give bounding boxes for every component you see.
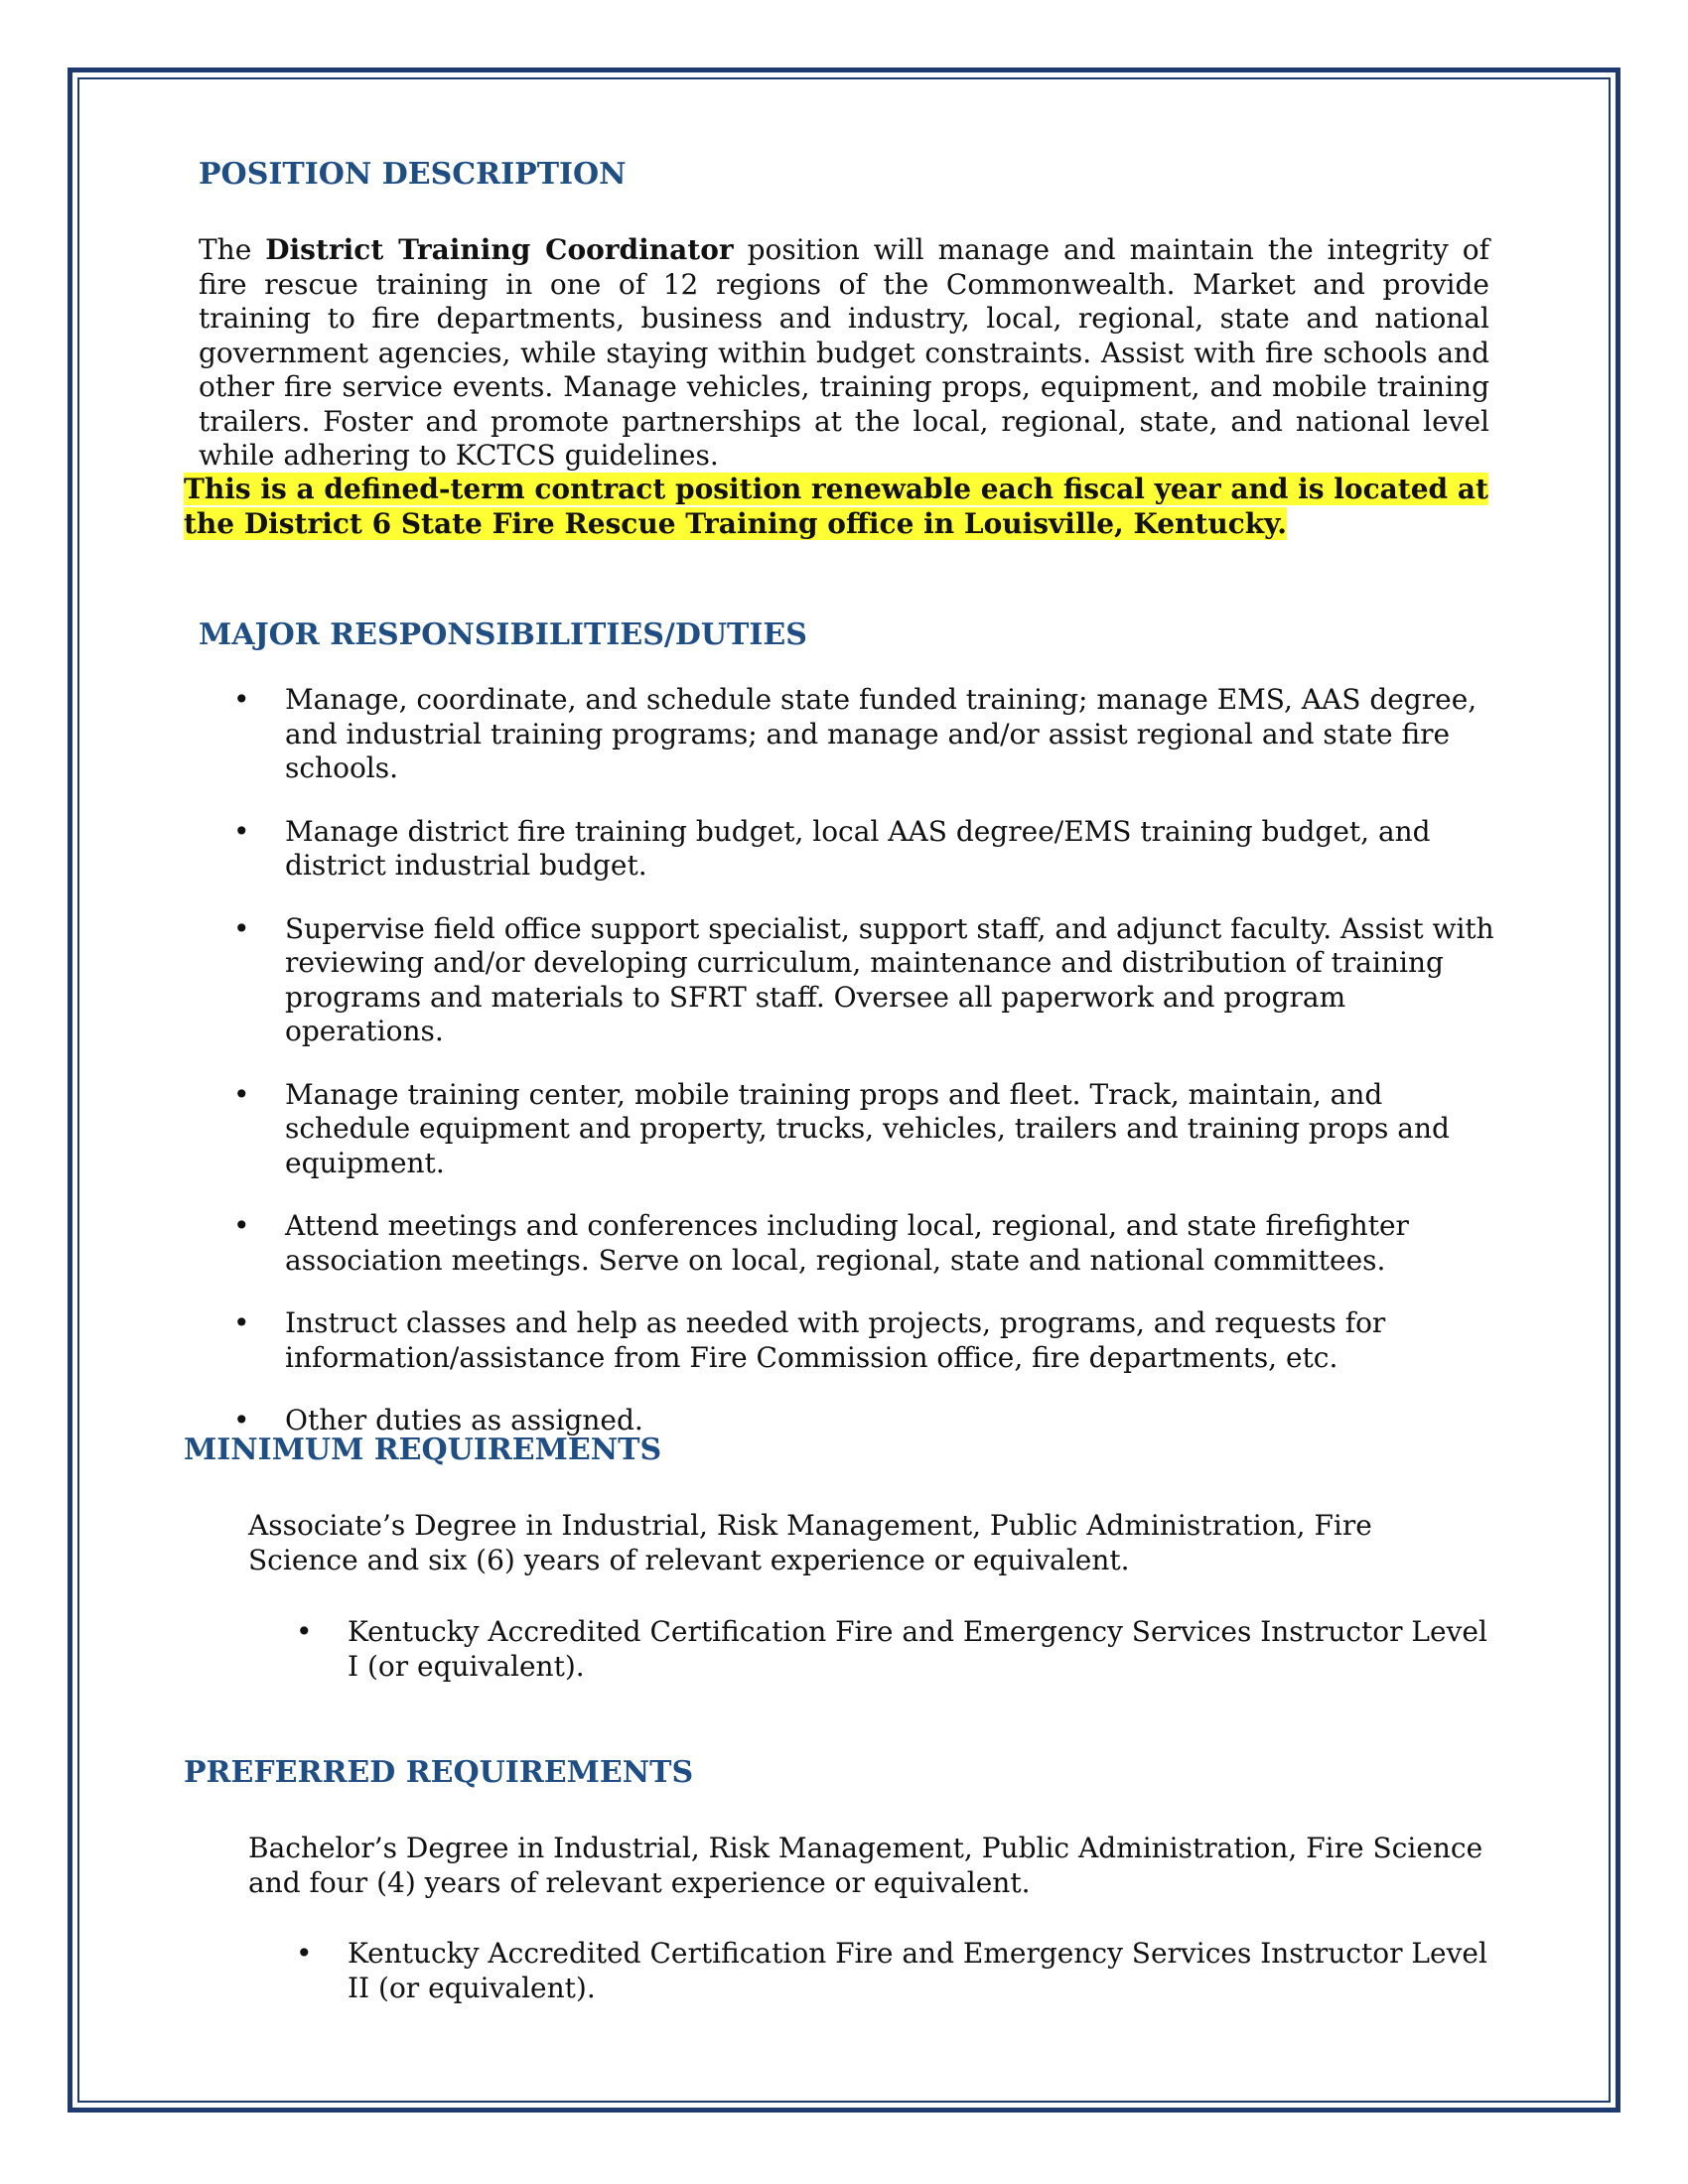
bullet-icon: • [233,1404,250,1436]
position-text-prefix: The [199,233,266,266]
minimum-requirements-list [296,1615,1492,1684]
duty-text: Other duties as assigned. [285,1404,643,1436]
position-description-text [199,233,1489,474]
preferred-requirements-list [296,1937,1492,2005]
duties-list [233,683,1499,1438]
minimum-requirements-text: Associate’s Degree in Industrial, Risk Management, Public Administration, Fire Science and six (6) years of relevant experience or equivalent. [248,1509,1372,1576]
duty-text: Manage training center, mobile training props and fleet. Track, maintain, and schedule equipment and property, trucks, vehicles, trailers and training props and equipment. [285,1077,1450,1179]
list-item [233,1209,1499,1278]
minimum-requirements-heading: MINIMUM REQUIREMENTS [184,1433,662,1467]
duty-text: Instruct classes and help as needed with projects, programs, and requests for information/assistance from Fire Commission office, fire departments, etc. [285,1306,1386,1374]
list-item [296,1615,1492,1684]
list-item [296,1937,1492,2005]
bullet-icon: • [296,1615,313,1648]
duty-text: Supervise field office support specialist, support staff, and adjunct faculty. Assist with reviewing and/or developing curriculum, maintenance and distribution of training programs and materials to SFRT staff. Oversee all paperwork and program operations. [285,911,1494,1047]
highlight-line-1: This is a defined-term contract position renewable each fiscal year and is located at [184,473,1488,505]
contract-highlight-note [184,473,1494,541]
duty-text: Manage, coordinate, and schedule state funded training; manage EMS, AAS degree, and industrial training programs; and manage and/or assist regional and state fire schools. [285,683,1477,784]
bullet-icon: • [233,1306,250,1339]
bullet-icon: • [233,814,250,848]
position-description-heading: POSITION DESCRIPTION [199,157,627,192]
list-item [233,1306,1499,1375]
position-title-bold: District Training Coordinator [265,233,734,266]
bullet-icon: • [233,683,250,716]
list-item [233,1078,1499,1181]
bullet-icon: • [233,1209,250,1242]
bullet-icon: • [233,911,250,945]
preferred-requirements-heading: PREFERRED REQUIREMENTS [184,1755,694,1790]
requirement-text: Kentucky Accredited Certification Fire and Emergency Services Instructor Level I (or equivalent). [348,1615,1487,1683]
list-item [233,683,1499,786]
list-item [233,912,1499,1049]
preferred-requirements-text: Bachelor’s Degree in Industrial, Risk Management, Public Administration, Fire Science and four (4) years of relevant experience or equivalent. [248,1832,1483,1899]
highlight-line-2: the District 6 State Fire Rescue Training office in Louisville, Kentucky. [184,506,1287,540]
requirement-text: Kentucky Accredited Certification Fire and Emergency Services Instructor Level II (or equivalent). [348,1937,1487,2004]
duty-text: Manage district fire training budget, local AAS degree/EMS training budget, and district industrial budget. [285,814,1431,882]
duty-text: Attend meetings and conferences including local, regional, and state firefighter association meetings. Serve on local, regional, state and national committees. [285,1209,1409,1277]
position-text-rest: position will manage and maintain the integrity of fire rescue training in one of 12 regions of the Commonwealth. Market and provide training to fire departments, business and industry, local, regional, state and national government agencies, while staying within budget constraints. Assist with fire schools and other fire service events. Manage vehicles, training props, equipment, and mobile training trailers. Foster and promote partnerships at the local, regional, state, and national level while adhering to KCTCS guidelines. [199,233,1489,472]
bullet-icon: • [296,1937,313,1970]
bullet-icon: • [233,1077,250,1111]
list-item [233,815,1499,884]
duties-heading: MAJOR RESPONSIBILITIES/DUTIES [199,617,807,652]
